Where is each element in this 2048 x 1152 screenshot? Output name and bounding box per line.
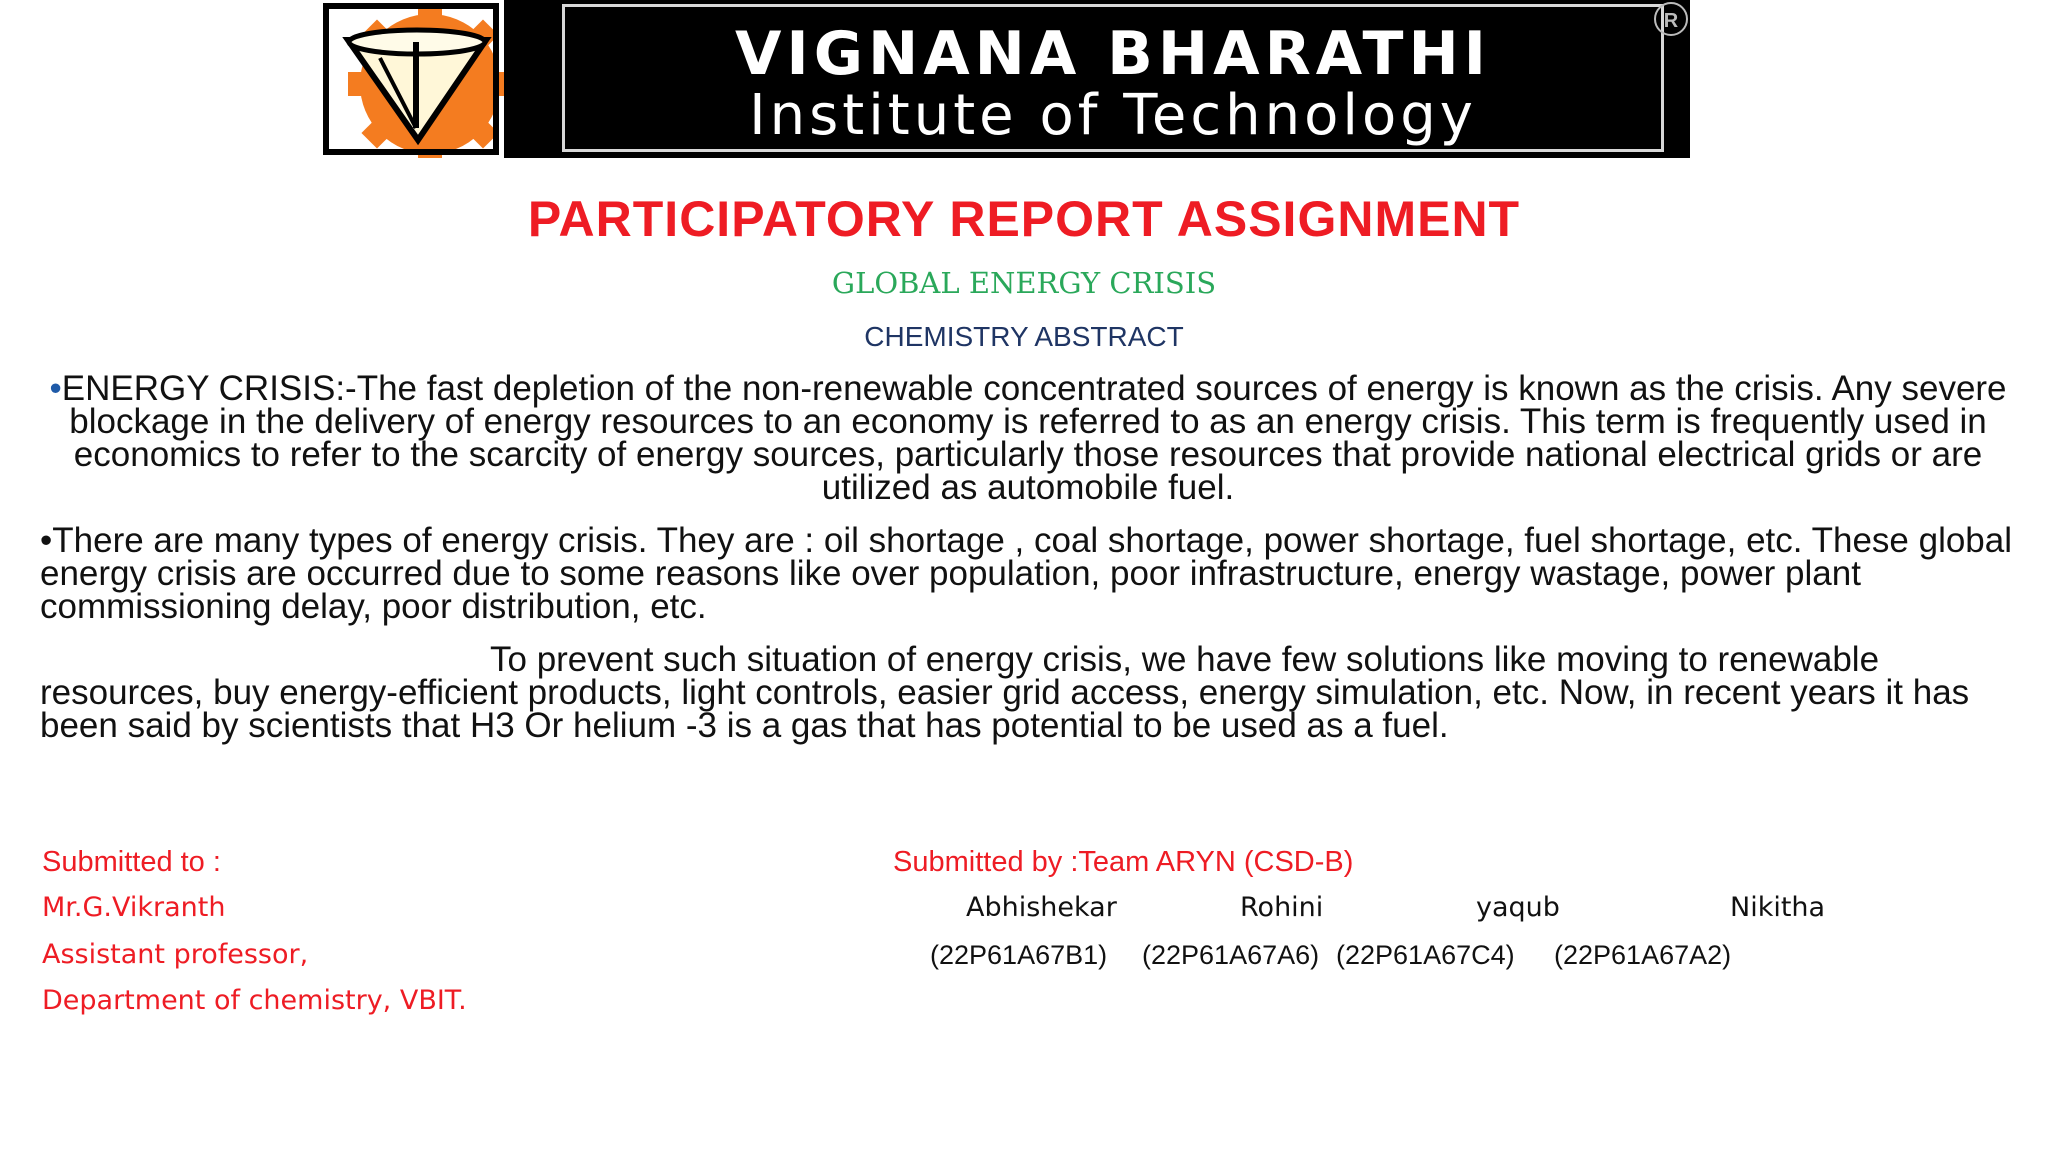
submitted-to-label: Submitted to : xyxy=(42,846,221,878)
member-roll-number: (22P61A67A2) xyxy=(1554,940,1732,970)
logo-line-1: VIGNANA BHARATHI xyxy=(734,19,1492,89)
member-name: Nikitha xyxy=(1730,892,1826,923)
institute-logo xyxy=(318,0,1690,158)
paragraph-energy-crisis-text: ENERGY CRISIS:-The fast depletion of the non-renewable concentrated sources of energy is known as the crisis. Any severe blockage in the delivery of energy resources to an economy is referred to as an energy crisis. This term is frequently used in economics to refer to the scarcity of energy sources, particularly those resources that provide national electrical grids or are utilized as automobile fuel. xyxy=(61,369,2007,507)
paragraph-energy-crisis xyxy=(40,369,2016,507)
abstract-label: CHEMISTRY ABSTRACT xyxy=(864,321,1184,352)
paragraph-solutions xyxy=(40,640,2016,745)
member-roll-number: (22P61A67C4) xyxy=(1336,940,1515,970)
submitted-by-label: Submitted by :Team ARYN (CSD-B) xyxy=(893,846,1354,878)
member-roll-number: (22P61A67A6) xyxy=(1142,940,1320,970)
member-name: Abhishekar xyxy=(966,892,1117,923)
logo-line-2: Institute of Technology xyxy=(749,83,1477,148)
report-title: PARTICIPATORY REPORT ASSIGNMENT xyxy=(527,191,1521,247)
submitted-to-name: Mr.G.Vikranth xyxy=(42,892,226,923)
submitted-to-role: Assistant professor, xyxy=(42,939,309,970)
logo-text-box xyxy=(562,4,1664,152)
member-name: Rohini xyxy=(1240,892,1324,923)
report-subtitle: GLOBAL ENERGY CRISIS xyxy=(831,266,1217,300)
submitted-to-department: Department of chemistry, VBIT. xyxy=(42,985,467,1016)
member-roll-number: (22P61A67B1) xyxy=(930,940,1108,970)
paragraph-solutions-text: To prevent such situation of energy crisis, we have few solutions like moving to renewable resources, buy energy-efficient products, light controls, easier grid access, energy simulation, etc. Now, in recent years it has been said by scientists that H3 Or helium -3 is a gas that has potential to be used as a fuel. xyxy=(40,640,1970,745)
paragraph-types: •There are many types of energy crisis. They are : oil shortage , coal shortage, power shortage, fuel shortage, etc. These global energy crisis are occurred due to some reasons like over population, poor infrastructure, energy wastage, power plant commissioning delay, poor distribution, etc. xyxy=(40,521,2013,626)
member-name: yaqub xyxy=(1476,892,1560,923)
registered-mark-icon: R xyxy=(1654,2,1688,36)
vbit-gear-funnel-logo-icon xyxy=(318,0,546,158)
bullet-icon: • xyxy=(49,369,62,408)
